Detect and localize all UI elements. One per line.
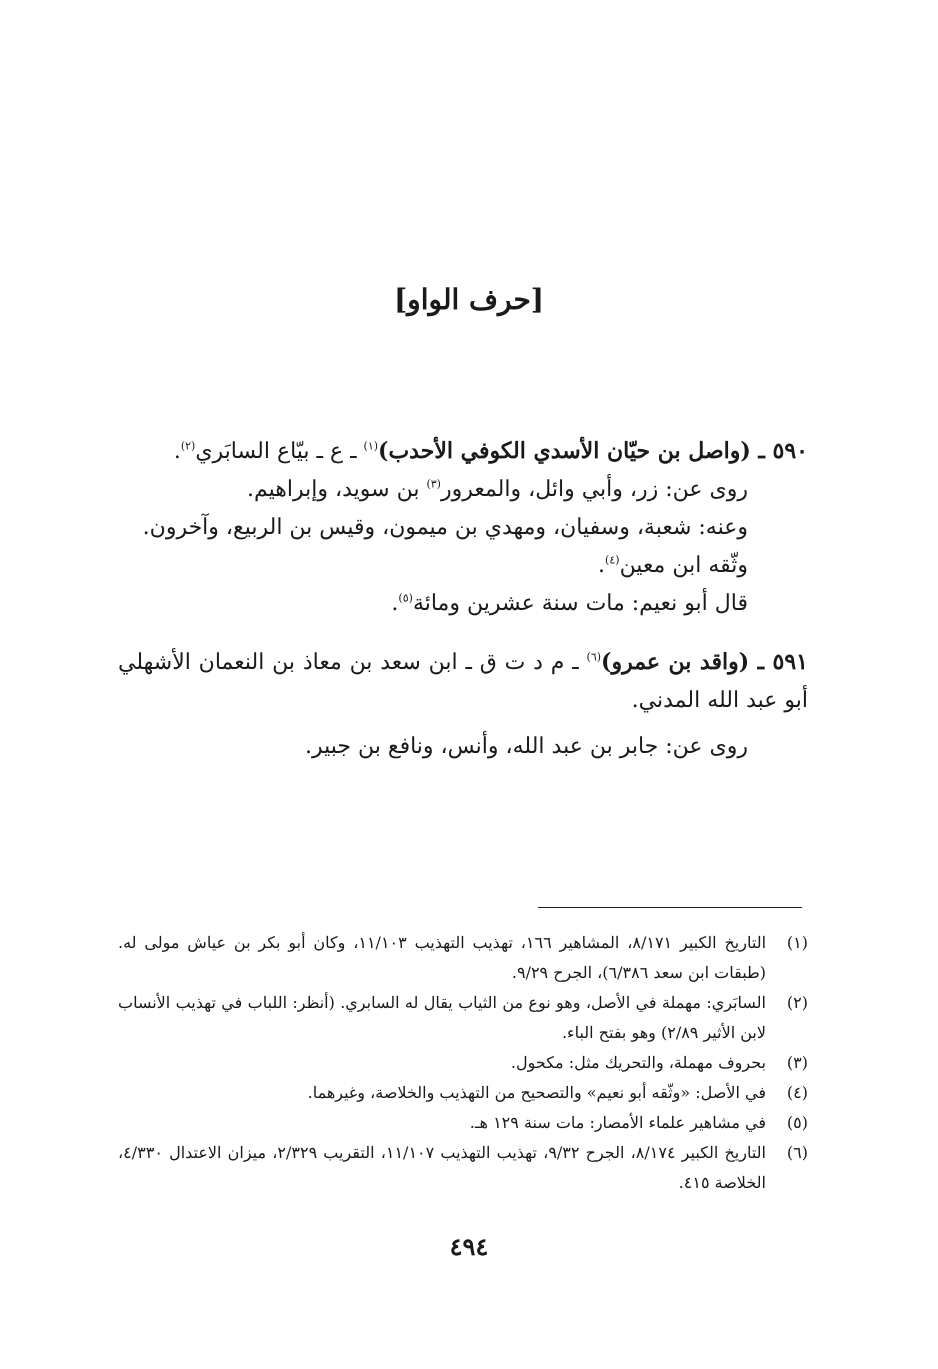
footnote-ref-1: (١)	[363, 439, 379, 453]
footnote-5	[118, 1108, 808, 1138]
page-number: ٤٩٤	[449, 1232, 489, 1261]
footnote-text: في مشاهير علماء الأمصار: مات سنة ١٢٩ هـ.	[469, 1113, 766, 1132]
entry-590-title-end: .	[173, 439, 181, 464]
footnote-1	[118, 928, 808, 988]
footnote-text: في الأصل: «وثّقه أبو نعيم» والتصحيح من التهذيب والخلاصة، وغيرهما.	[307, 1083, 766, 1102]
footnote-separator	[538, 907, 802, 908]
entry-590-heading	[118, 432, 808, 471]
footnote-text: التاريخ الكبير ٨/١٧١، المشاهير ١٦٦، تهذيب التهذيب ١١/١٠٣، وكان أبو بكر بن عياش مولى له. (طبقات ابن سعد ٦/٣٨٦)، الجرح ٩/٢٩.	[118, 933, 767, 982]
entry-590-anhu: وعنه: شعبة، وسفيان، ومهدي بن ميمون، وقيس بن الربيع، وآخرون.	[142, 515, 748, 540]
entry-590-tawthiq	[118, 547, 808, 585]
entry-590-title: ٥٩٠ ـ (واصل بن حيّان الأسدي الكوفي الأحدب)	[378, 438, 808, 464]
footnote-3	[118, 1048, 808, 1078]
main-text	[118, 432, 808, 766]
entry-590-riwaya-end: بن سويد، وإبراهيم.	[247, 477, 427, 502]
footnote-number: (١)	[786, 933, 808, 952]
footnote-number: (٥)	[786, 1113, 808, 1132]
footnote-ref-2: (٢)	[180, 439, 196, 453]
footnote-ref-6: (٦)	[586, 650, 602, 664]
entry-591-riwaya: روى عن: جابر بن عبد الله، وأنس، ونافع بن جبير.	[305, 734, 748, 759]
entry-590-wafat-text: قال أبو نعيم: مات سنة عشرين ومائة	[412, 591, 748, 616]
chapter-title: [حرف الواو]	[393, 283, 545, 316]
footnote-text: التاريخ الكبير ٨/١٧٤، الجرح ٩/٣٢، تهذيب التهذيب ١١/١٠٧، التقريب ٢/٣٢٩، ميزان الاعتدال ٤/٣٣٠، الخلاصة ٤١٥.	[118, 1143, 767, 1192]
footnote-text: بحروف مهملة، والتحريك مثل: مكحول.	[510, 1053, 766, 1072]
entry-590-tawthiq-end: .	[598, 553, 606, 578]
footnote-ref-5: (٥)	[398, 591, 413, 605]
entry-590-tawthiq-text: وثّقه ابن معين	[619, 553, 748, 578]
footnote-ref-4: (٤)	[605, 553, 620, 567]
entry-gap-small	[118, 720, 808, 728]
footnote-ref-3: (٣)	[426, 477, 441, 491]
entry-590-riwaya-text: روى عن: زر، وأبي وائل، والمعرور	[440, 477, 748, 502]
entry-590-wafat-end: .	[391, 591, 399, 616]
footnote-text: السابَري: مهملة في الأصل، وهو نوع من الثياب يقال له السابري. (أنظر: اللباب في تهذيب الأنساب لابن الأثير ٢/٨٩) وهو بفتح الباء.	[118, 993, 766, 1042]
entry-591-title-tail: ـ م د ت ق ـ ابن سعد بن معاذ بن النعمان الأشهلي أبو عبد الله المدني.	[118, 650, 808, 713]
entry-591-heading	[118, 643, 808, 720]
footnote-number: (٣)	[786, 1053, 808, 1072]
footnote-number: (٤)	[786, 1083, 808, 1102]
footnote-6	[118, 1138, 808, 1198]
entry-591-title: ٥٩١ ـ (واقد بن عمرو)	[601, 649, 808, 675]
entry-590-title-tail: ـ ع ـ بيّاع السابَري	[195, 439, 364, 464]
footnote-4	[118, 1078, 808, 1108]
footnote-number: (٦)	[786, 1143, 808, 1162]
entry-590-riwaya	[118, 471, 808, 509]
footnotes	[118, 928, 808, 1198]
entry-590-wafat	[118, 585, 808, 623]
entry-gap	[118, 623, 808, 643]
footnote-number: (٢)	[786, 993, 808, 1012]
footnote-2	[118, 988, 808, 1048]
